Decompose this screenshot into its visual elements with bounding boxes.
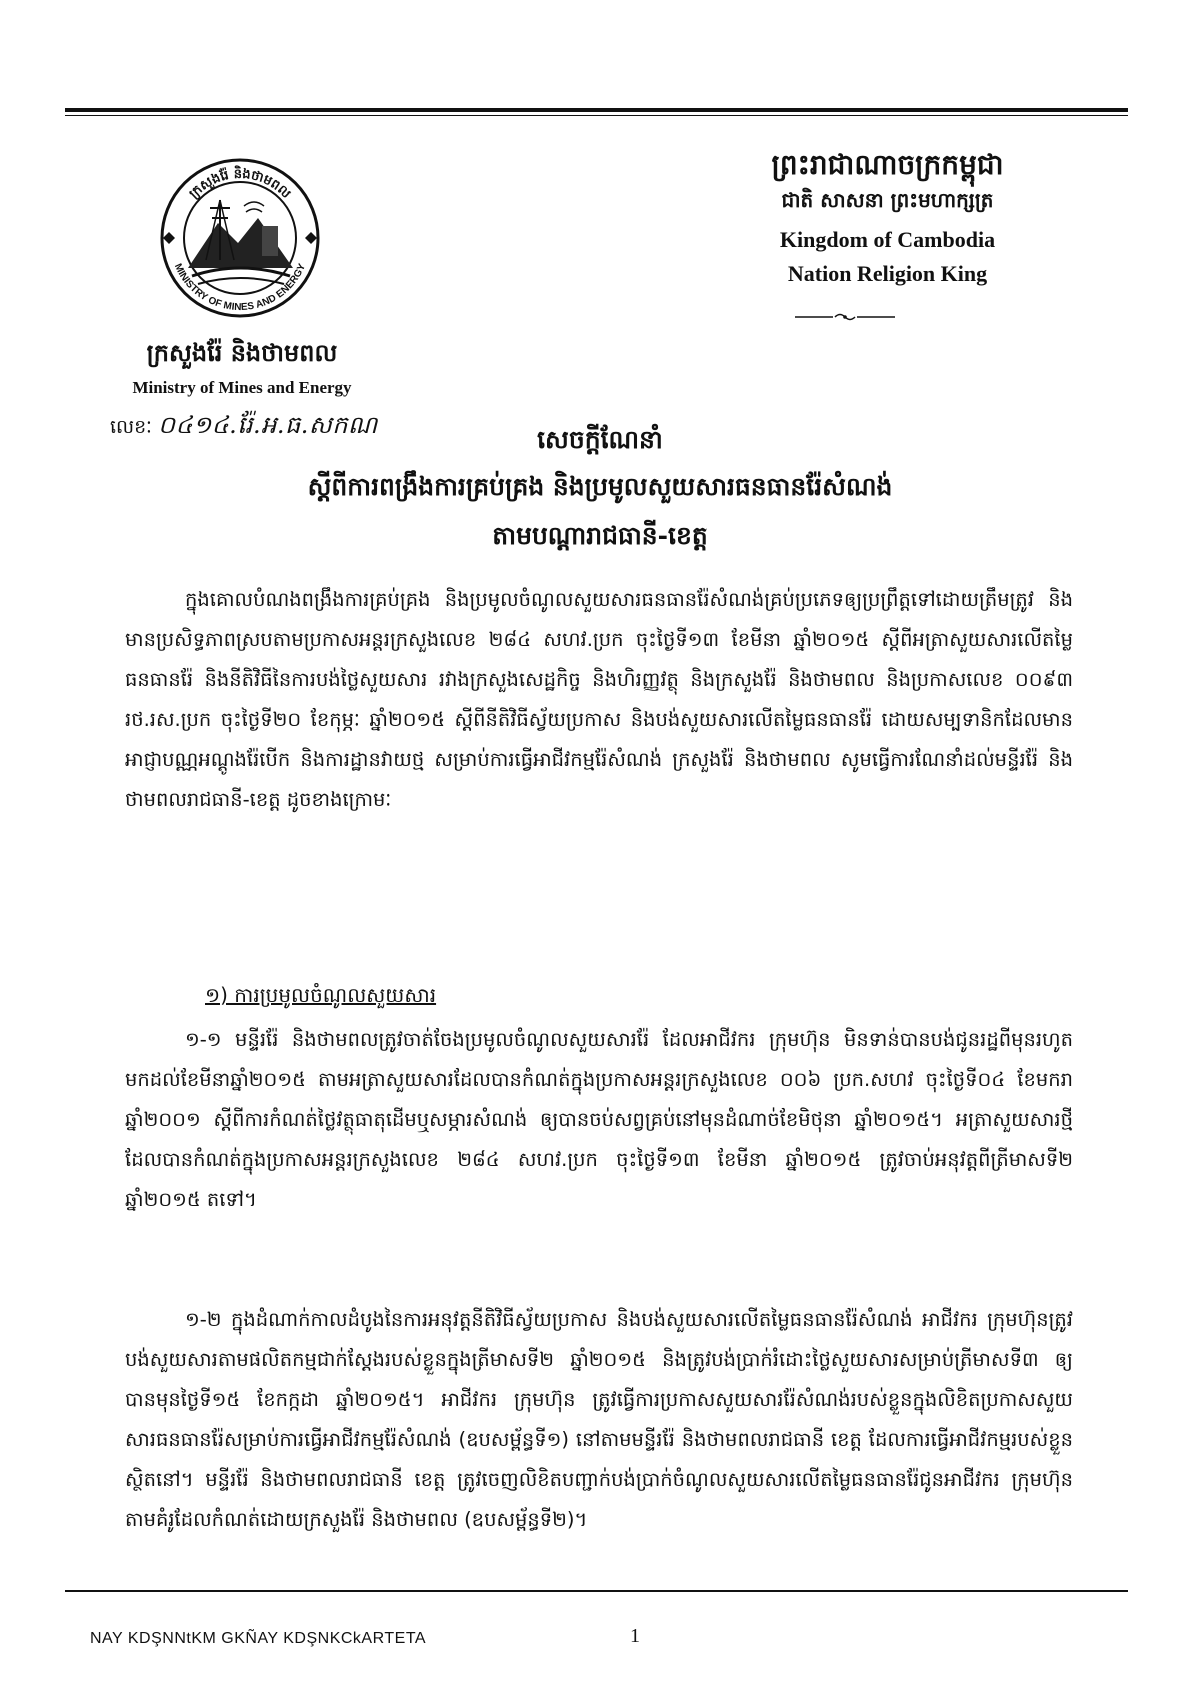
section-paragraph-1-2: ១-២ ក្នុងដំណាក់កាលដំបូងនៃការអនុវត្តនីតិវិធីស្វ័យប្រកាស និងបង់សួយសារលើតម្លៃធនធានរ៉ែសំណង់ អាជីវករ ក្រុមហ៊ុនត្រូវបង់សួយសារតាមផលិតកម្មជាក់ស្តែងរបស់ខ្លួនក្នុងត្រីមាសទី២ ឆ្នាំ២០១៥ និងត្រូវបង់ប្រាក់រំដោះថ្លៃសួយសារសម្រាប់ត្រីមាសទី៣ ឲ្យបានមុនថ្ងៃទី១៥ ខែកក្កដា ឆ្នាំ២០១៥។ អាជីវករ ក្រុមហ៊ុន ត្រូវធ្វើការប្រកាសសួយសាររ៉ែសំណង់របស់ខ្លួនក្នុងលិខិតប្រកាសសួយសារធនធានរ៉ែសម្រាប់ការធ្វើអាជីវកម្មរ៉ែសំណង់ (ឧបសម្ព័ន្ធទី១) នៅតាមមន្ទីររ៉ែ និងថាមពលរាជធានី ខេត្ត ដែលការធ្វើអាជីវកម្មរបស់ខ្លួនស្ថិតនៅ។ មន្ទីររ៉ែ និងថាមពលរាជធានី ខេត្ត ត្រូវចេញលិខិតបញ្ជាក់បង់ប្រាក់ចំណូលសួយសារលើតម្លៃធនធានរ៉ែជូនអាជីវករ ក្រុមហ៊ុន តាមគំរូដែលកំណត់ដោយក្រសួងរ៉ែ និងថាមពល (ឧបសម្ព័ន្ធទី២)។ (125, 1308, 1073, 1531)
kingdom-name-english: Kingdom of Cambodia (779, 227, 996, 252)
ministry-name-khmer: ក្រសួងរ៉ែ និងថាមពល (146, 338, 338, 367)
section-paragraph-1-1: ១-១ មន្ទីររ៉ែ និងថាមពលត្រូវចាត់ចែងប្រមូលចំណូលសួយសាររ៉ែ ដែលអាជីវករ ក្រុមហ៊ុន មិនទាន់បានបង់ជូនរដ្ឋពីមុនរហូតមកដល់ខែមីនាឆ្នាំ២០១៥ តាមអត្រាសួយសារដែលបានកំណត់ក្នុងប្រកាសអន្តរក្រសួងលេខ ០០៦ ប្រក.សហវ ចុះថ្ងៃទី០៤ ខែមករា ឆ្នាំ២០០១ ស្តីពីការកំណត់ថ្លៃវត្ថុធាតុដើមឬសម្ភារសំណង់ ឲ្យបានចប់សព្វគ្រប់នៅមុនដំណាច់ខែមិថុនា ឆ្នាំ២០១៥។ អត្រាសួយសារថ្មីដែលបានកំណត់ក្នុងប្រកាសអន្តរក្រសួងលេខ ២៨៤ សហវ.ប្រក ចុះថ្ងៃទី១៣ ខែមីនា ឆ្នាំ២០១៥ ត្រូវចាប់អនុវត្តពីត្រីមាសទី២ ឆ្នាំ២០១៥ តទៅ។ (125, 1028, 1073, 1211)
intro-paragraph: ក្នុងគោលបំណងពង្រឹងការគ្រប់គ្រង និងប្រមូលចំណូលសួយសារធនធានរ៉ែសំណង់គ្រប់ប្រភេទឲ្យប្រព្រឹត្តទៅដោយត្រឹមត្រូវ និងមានប្រសិទ្ធភាពស្របតាមប្រកាសអន្តរក្រសួងលេខ ២៨៤ សហវ.ប្រក ចុះថ្ងៃទី១៣ ខែមីនា ឆ្នាំ២០១៥ ស្តីពីអត្រាសួយសារលើតម្លៃធនធានរ៉ែ និងនីតិវិធីនៃការបង់ថ្លៃសួយសារ រវាងក្រសួងសេដ្ឋកិច្ច និងហិរញ្ញវត្ថុ និងក្រសួងរ៉ែ និងថាមពល និងប្រកាសលេខ ០០៩៣ រថ.រស.ប្រក ចុះថ្ងៃទី២០ ខែកុម្ភៈ ឆ្នាំ២០១៥ ស្តីពីនីតិវិធីស្វ័យប្រកាស និងបង់សួយសារលើតម្លៃធនធានរ៉ែ ដោយសម្បទានិកដែលមានអាជ្ញាបណ្ណអណ្តូងរ៉ែបើក និងការដ្ឋានវាយថ្ម សម្រាប់ការធ្វើអាជីវកម្មរ៉ែសំណង់ ក្រសួងរ៉ែ និងថាមពល សូមធ្វើការណែនាំដល់មន្ទីររ៉ែ និងថាមពលរាជធានី-ខេត្ត ដូចខាងក្រោមៈ (125, 588, 1073, 811)
header-rule-thin (65, 115, 1128, 116)
document-subtitle-line2: តាមបណ្តារាជធានី-ខេត្ត (492, 521, 708, 550)
document-subtitle-line1: ស្តីពីការពង្រឹងការគ្រប់គ្រង និងប្រមូលសួយសារធនធានរ៉ែសំណង់ (307, 472, 893, 501)
seal-top-text: ក្រសួងរ៉ែ និងថាមពល (186, 166, 294, 202)
header-rule-thick (65, 108, 1128, 112)
footer-text: NAY KDŞNNtKM GKÑAY KDŞNKCkARTETA (90, 1630, 427, 1647)
ornament-divider (795, 312, 895, 322)
kingdom-header (715, 145, 1060, 291)
reference-label: លេខៈ (110, 416, 152, 438)
svg-text:MINISTRY OF MINES AND ENERGY (172, 262, 308, 313)
seal-bottom-text: MINISTRY OF MINES AND ENERGY (171, 262, 309, 314)
footer-rule (65, 1590, 1128, 1592)
document-title: សេចក្តីណែនាំ (537, 425, 663, 454)
motto-khmer: ជាតិ សាសនា ព្រះមហាក្សត្រ (781, 188, 994, 212)
page-number: 1 (630, 1625, 640, 1647)
ministry-seal-logo (158, 148, 323, 323)
motto-english: Nation Religion King (787, 261, 988, 286)
section-heading: ១) ការប្រមូលចំណូលសួយសារ (205, 983, 437, 1007)
kingdom-name-khmer: ព្រះរាជាណាចក្រកម្ពុជា (771, 148, 1004, 181)
ministry-name-english: Ministry of Mines and Energy (132, 378, 352, 397)
reference-value: ០៤១៤.រ៉ែ.អ.ធ.សកណ (157, 411, 378, 439)
